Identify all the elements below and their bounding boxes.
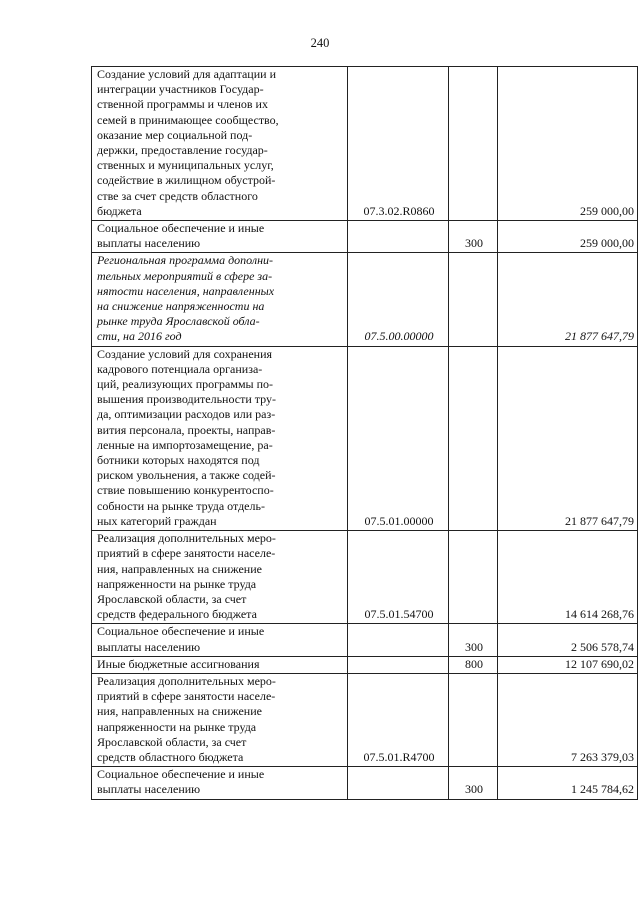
expense-type-cell <box>449 531 498 624</box>
expense-name-line: ственной программы и членов их <box>97 97 268 112</box>
expense-name-line: выплаты населению <box>97 236 201 251</box>
expense-name-line: оказание мер социальной под- <box>97 127 253 142</box>
amount-cell: 21 877 647,79 <box>498 253 638 346</box>
expense-name-line: да, оптимизации расходов или раз- <box>97 407 276 422</box>
expense-name-line: собности на рынке труда отдель- <box>97 498 265 513</box>
expense-name-line: риском увольнения, а также содей- <box>97 468 276 483</box>
amount-cell: 259 000,00 <box>498 221 638 253</box>
expense-name-line: Иные бюджетные ассигнования <box>97 656 260 671</box>
expense-name-line: Социальное обеспечение и иные <box>97 221 265 236</box>
amount-cell: 2 506 578,74 <box>498 624 638 656</box>
table-row <box>92 673 638 766</box>
expense-name-line: тельных мероприятий в сфере за- <box>97 268 273 283</box>
expense-name-line: ния, направленных на снижение <box>97 704 262 719</box>
expense-type-cell: 300 <box>449 221 498 253</box>
expense-name-line: средств областного бюджета <box>97 749 244 764</box>
expense-type-cell: 300 <box>449 624 498 656</box>
expense-name-line: сти, на 2016 год <box>97 329 182 344</box>
expense-name-line: вития персонала, проекты, направ- <box>97 422 276 437</box>
page-number: 240 <box>310 36 330 50</box>
table-row <box>92 67 638 221</box>
expense-name-line: выплаты населению <box>97 639 201 654</box>
expense-name-line: Региональная программа дополни- <box>97 253 274 268</box>
target-article-code-cell: 07.5.01.R4700 <box>348 673 449 766</box>
expense-name-cell <box>92 673 348 766</box>
expense-name-line: ций, реализующих программы по- <box>97 377 274 392</box>
expense-name-line: приятий в сфере занятости населе- <box>97 689 276 704</box>
expense-name-line: вышения производительности тру- <box>97 392 276 407</box>
expense-name-line: средств федерального бюджета <box>97 607 257 622</box>
expense-name-cell <box>92 767 348 799</box>
expense-name-line: выплаты населению <box>97 782 201 797</box>
target-article-code-cell <box>348 767 449 799</box>
expense-name-line: напряженности на рынке труда <box>97 576 257 591</box>
amount-cell: 12 107 690,02 <box>498 656 638 673</box>
expense-name-line: Ярославской области, за счет <box>97 734 247 749</box>
expense-name-line: ных категорий граждан <box>97 513 217 528</box>
expense-type-cell <box>449 253 498 346</box>
expense-name-cell <box>92 221 348 253</box>
target-article-code-cell <box>348 656 449 673</box>
expense-name-line: нятости населения, направленных <box>97 283 275 298</box>
table-row <box>92 221 638 253</box>
table-row <box>92 346 638 530</box>
expense-name-line: стве за счет средств областного <box>97 188 258 203</box>
expense-name-line: кадрового потенциала организа- <box>97 361 263 376</box>
expense-name-line: ния, направленных на снижение <box>97 561 262 576</box>
expense-name-line: Реализация дополнительных меро- <box>97 673 276 688</box>
expense-name-cell <box>92 67 348 221</box>
expense-name-line: ствие повышению конкурентоспо- <box>97 483 274 498</box>
target-article-code-cell: 07.5.01.54700 <box>348 531 449 624</box>
expense-name-line: интеграции участников Государ- <box>97 82 264 97</box>
expense-type-cell: 800 <box>449 656 498 673</box>
target-article-code-cell: 07.5.01.00000 <box>348 346 449 530</box>
table-row <box>92 624 638 656</box>
expense-name-line: Создание условий для адаптации и <box>97 67 276 81</box>
expense-type-cell <box>449 673 498 766</box>
expense-name-line: Социальное обеспечение и иные <box>97 624 265 639</box>
target-article-code-cell <box>348 624 449 656</box>
expense-name-line: Ярославской области, за счет <box>97 591 247 606</box>
table-row <box>92 656 638 673</box>
amount-cell: 21 877 647,79 <box>498 346 638 530</box>
expense-name-line: рынке труда Ярославской обла- <box>97 314 260 329</box>
expense-name-cell <box>92 253 348 346</box>
target-article-code-cell <box>348 221 449 253</box>
table-row <box>92 767 638 799</box>
expense-name-line: ственных и муниципальных услуг, <box>97 158 274 173</box>
expense-name-line: семей в принимающее сообщество, <box>97 112 279 127</box>
expense-name-cell <box>92 624 348 656</box>
expense-name-line: содействие в жилищном обустрой- <box>97 173 276 188</box>
expense-name-cell <box>92 531 348 624</box>
expense-name-line: ботники которых находятся под <box>97 453 260 468</box>
expense-name-line: напряженности на рынке труда <box>97 719 257 734</box>
expense-name-cell <box>92 656 348 673</box>
target-article-code-cell: 07.5.00.00000 <box>348 253 449 346</box>
expense-name-line: бюджета <box>97 203 142 218</box>
amount-cell: 259 000,00 <box>498 67 638 221</box>
budget-table-body <box>92 67 638 800</box>
table-row <box>92 253 638 346</box>
expense-name-line: Реализация дополнительных меро- <box>97 531 276 546</box>
expense-name-line: приятий в сфере занятости населе- <box>97 546 276 561</box>
expense-type-cell <box>449 67 498 221</box>
expense-type-cell <box>449 346 498 530</box>
expense-name-line: на снижение напряженности на <box>97 299 265 314</box>
expense-name-line: держки, предоставление государ- <box>97 143 268 158</box>
expense-name-line: Создание условий для сохранения <box>97 346 273 361</box>
expense-type-cell: 300 <box>449 767 498 799</box>
target-article-code-cell: 07.3.02.R0860 <box>348 67 449 221</box>
budget-table <box>91 66 638 800</box>
amount-cell: 14 614 268,76 <box>498 531 638 624</box>
table-row <box>92 531 638 624</box>
expense-name-line: ленные на импортозамещение, ра- <box>97 437 273 452</box>
expense-name-cell <box>92 346 348 530</box>
amount-cell: 1 245 784,62 <box>498 767 638 799</box>
amount-cell: 7 263 379,03 <box>498 673 638 766</box>
expense-name-line: Социальное обеспечение и иные <box>97 767 265 782</box>
